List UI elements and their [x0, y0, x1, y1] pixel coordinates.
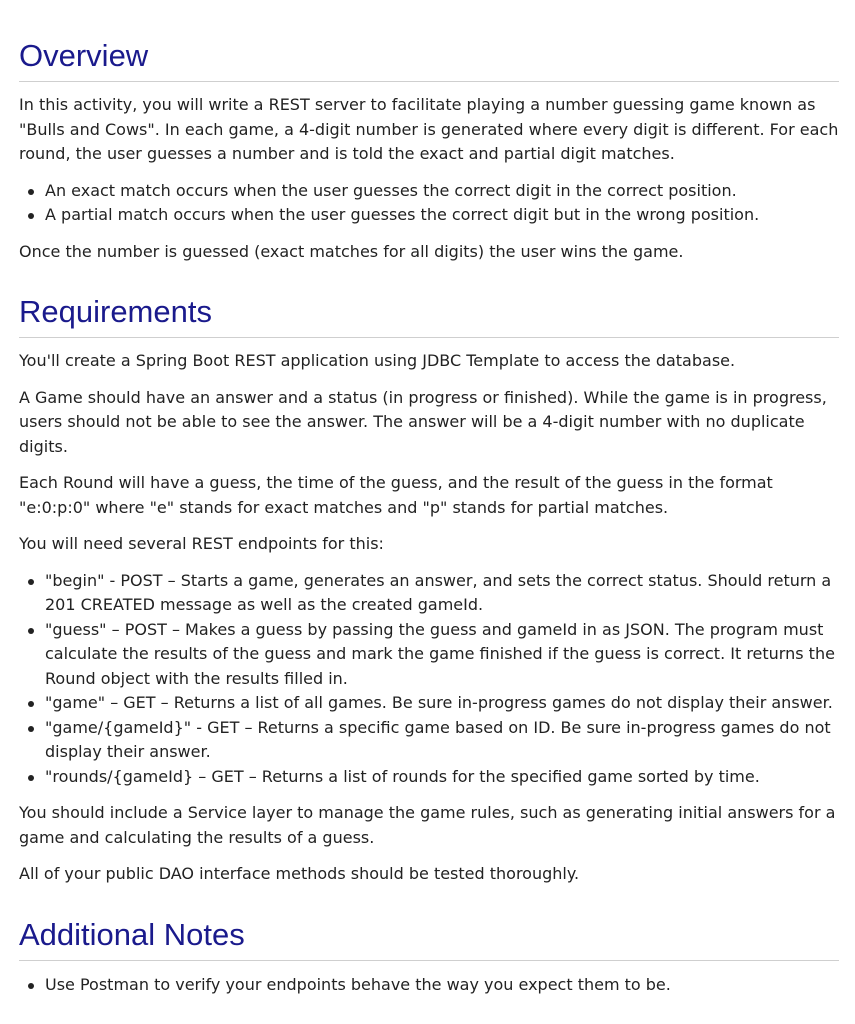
list-item: An exact match occurs when the user guesses the correct digit in the correct position. [45, 179, 839, 204]
document [19, 0, 839, 997]
requirements-paragraph-1: You'll create a Spring Boot REST application using JDBC Template to access the database. [19, 351, 736, 370]
list-item: Use Postman to verify your endpoints behave the way you expect them to be. [45, 973, 839, 998]
list-item: "guess" – POST – Makes a guess by passing the guess and gameId in as JSON. The program must calculate the results of the guess and mark the game finished if the guess is correct. It returns the Round object with the results filled in. [45, 618, 839, 692]
list-item: "rounds/{gameId} – GET – Returns a list of rounds for the specified game sorted by time. [45, 765, 839, 790]
requirements-paragraph-4: You will need several REST endpoints for this: [19, 534, 384, 553]
requirements-paragraph-5: You should include a Service layer to manage the game rules, such as generating initial answers for a game and calculating the results of a guess. [19, 803, 836, 847]
additional-notes-heading: Additional Notes [19, 917, 839, 961]
overview-intro: In this activity, you will write a REST server to facilitate playing a number guessing game known as "Bulls and Cows". In each game, a 4-digit number is generated where every digit is different. For each round, the user guesses a number and is told the exact and partial digit matches. [19, 95, 839, 163]
endpoints-list [19, 569, 839, 790]
requirements-paragraph-3: Each Round will have a guess, the time of the guess, and the result of the guess in the format "e:0:p:0" where "e" stands for exact matches and "p" stands for partial matches. [19, 473, 773, 517]
requirements-paragraph-2: A Game should have an answer and a status (in progress or finished). While the game is in progress, users should not be able to see the answer. The answer will be a 4-digit number with no duplicate digits. [19, 387, 827, 456]
match-rules-list [19, 179, 839, 228]
list-item: "game/{gameId}" - GET – Returns a specific game based on ID. Be sure in-progress games do not display their answer. [45, 716, 839, 765]
additional-notes-list [19, 973, 839, 998]
requirements-heading: Requirements [19, 294, 839, 338]
list-item: A partial match occurs when the user guesses the correct digit but in the wrong position. [45, 203, 839, 228]
requirements-paragraph-6: All of your public DAO interface methods should be tested thoroughly. [19, 864, 580, 883]
overview-outro: Once the number is guessed (exact matches for all digits) the user wins the game. [19, 241, 684, 261]
overview-heading: Overview [19, 38, 839, 82]
list-item: "game" – GET – Returns a list of all games. Be sure in-progress games do not display their answer. [45, 691, 839, 716]
list-item: "begin" - POST – Starts a game, generates an answer, and sets the correct status. Should return a 201 CREATED message as well as the created gameId. [45, 569, 839, 618]
